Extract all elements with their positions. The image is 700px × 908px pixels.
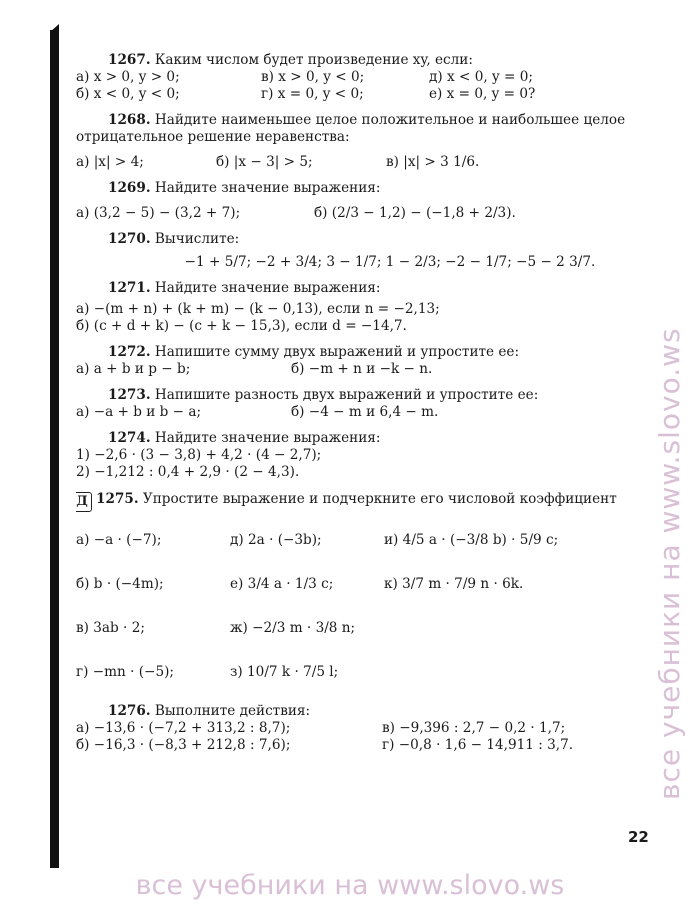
item: а) −a + b и b − a; <box>76 404 202 420</box>
exercise-text: Упростите выражение и подчеркните его числовой коэффициент <box>138 491 617 507</box>
exercise-1276 <box>76 703 644 754</box>
item: а) |x| > 4; <box>76 154 144 170</box>
exercise-number: 1268. <box>108 112 151 128</box>
exercise-text: Найдите значение выражения: <box>150 180 381 196</box>
item: и) 4/5 a · (−3/8 b) · 5/9 c; <box>384 531 559 548</box>
item: к) 3/7 m · 7/9 n · 6k. <box>384 575 524 592</box>
exercise-number: 1272. <box>108 344 151 360</box>
item: б) b · (−4m); <box>76 575 164 592</box>
item: ж) −2/3 m · 3/8 n; <box>230 619 356 636</box>
item: б) (2/3 − 1,2) − (−1,8 + 2/3). <box>314 205 516 221</box>
exercise-text: Напишите разность двух выражений и упростите ее: <box>150 387 539 403</box>
exercise-1270 <box>76 231 644 271</box>
item: е) x = 0, y = 0? <box>429 86 536 102</box>
item: б) −16,3 · (−8,3 + 212,8 : 7,6); <box>76 737 291 753</box>
item: б) |x − 3| > 5; <box>216 154 313 170</box>
exercise-number: 1271. <box>108 280 151 296</box>
exercise-number: 1267. <box>108 52 151 68</box>
exercise-1269 <box>76 180 644 222</box>
page-number: 22 <box>628 828 649 846</box>
item: а) x > 0, y > 0; <box>76 69 180 85</box>
exercise-text: Напишите сумму двух выражений и упростите ее: <box>150 344 520 360</box>
item: б) x < 0, y < 0; <box>76 86 180 102</box>
textbook-page <box>76 52 644 763</box>
item: а) a + b и p − b; <box>76 361 191 377</box>
exercise-text: Вычислите: <box>150 231 240 247</box>
exercise-number: 1269. <box>108 180 151 196</box>
item <box>384 606 644 650</box>
item: в) x > 0, y < 0; <box>261 69 365 85</box>
item: г) x = 0, y < 0; <box>261 86 364 102</box>
exercise-text: Найдите значение выражения: <box>150 430 381 446</box>
exercise-text: Каким числом будет произведение xy, если: <box>150 52 473 68</box>
exercise-number: 1276. <box>108 703 151 719</box>
exercise-1275 <box>76 491 644 694</box>
item: 1) −2,6 · (3 − 3,8) + 4,2 · (4 − 2,7); <box>76 447 322 463</box>
exercise-text: Найдите значение выражения: <box>150 280 381 296</box>
expression-line: −1 + 5/7; −2 + 3/4; 3 − 1/7; 1 − 2/3; −2 − 1/7; −5 − 2 3/7. <box>184 254 596 270</box>
exercise-1267 <box>76 52 644 103</box>
exercise-text: Выполните действия: <box>150 703 311 719</box>
item: а) −(m + n) + (k + m) − (k − 0,13), если n = −2,13; <box>76 301 440 317</box>
item: 2) −1,212 : 0,4 + 2,9 · (2 − 4,3). <box>76 464 300 480</box>
item: а) −a · (−7); <box>76 531 162 548</box>
item: е) 3/4 a · 1/3 c; <box>230 575 334 592</box>
side-watermark: все учебники на www.slovo.ws <box>653 327 686 800</box>
item: б) −m + n и −k − n. <box>291 361 433 377</box>
exercise-1273 <box>76 387 644 421</box>
item: б) −4 − m и 6,4 − m. <box>291 404 439 420</box>
item: в) |x| > 3 1/6. <box>386 154 480 170</box>
item: а) −13,6 · (−7,2 + 313,2 : 8,7); <box>76 720 291 736</box>
exercise-number: 1274. <box>108 430 151 446</box>
exercise-text: Найдите наименьшее целое положительное и наибольшее целое <box>150 112 626 128</box>
item <box>384 650 644 694</box>
item: б) (c + d + k) − (c + k − 15,3), если d = −14,7. <box>76 318 407 334</box>
item: а) (3,2 − 5) − (3,2 + 7); <box>76 205 241 221</box>
exercise-1274 <box>76 430 644 481</box>
home-task-badge: Д <box>76 492 92 512</box>
exercise-text-continued: отрицательное решение неравенства: <box>76 129 350 145</box>
exercise-1272 <box>76 344 644 378</box>
item: в) 3ab · 2; <box>76 619 145 636</box>
exercise-number: 1270. <box>108 231 151 247</box>
exercise-number: 1275. <box>96 491 139 507</box>
bottom-watermark: все учебники на www.slovo.ws <box>135 870 565 901</box>
item: в) −9,396 : 2,7 − 0,2 · 1,7; <box>382 720 566 736</box>
exercise-1271 <box>76 280 644 335</box>
item: д) x < 0, y = 0; <box>429 69 533 85</box>
item: з) 10/7 k · 7/5 l; <box>230 663 339 680</box>
exercise-number: 1273. <box>108 387 151 403</box>
item: г) −mn · (−5); <box>76 663 174 680</box>
page-spine-bar <box>50 30 59 868</box>
item: г) −0,8 · 1,6 − 14,911 : 3,7. <box>382 737 574 753</box>
exercise-1268 <box>76 112 644 171</box>
item: д) 2a · (−3b); <box>230 531 322 548</box>
